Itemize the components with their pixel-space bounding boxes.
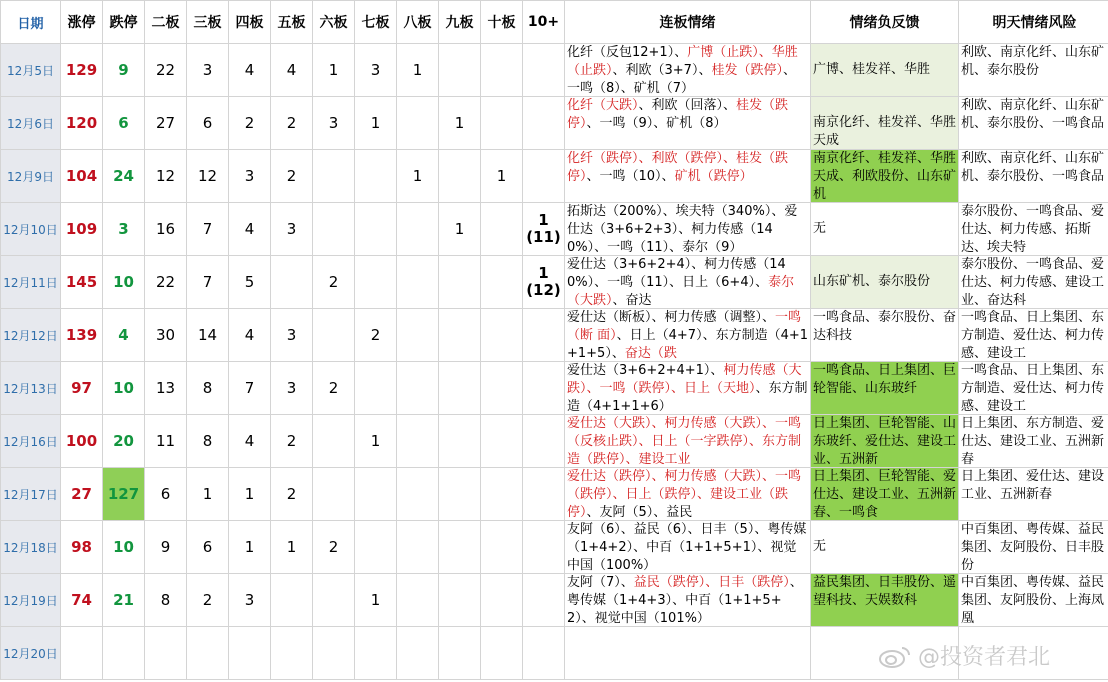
header-risk: 明天情绪风险 [959,1,1108,44]
streak-segment: 拓斯达（200%）、埃夫特（340%）、爱仕达（3+6+2+3）、柯力传感（140%）、一鸣（11）、泰尔（9） [567,204,798,255]
b3-cell: 8 [187,415,229,468]
b9-cell: 1 [439,97,481,150]
b8-cell [397,521,439,574]
b7-cell [355,521,397,574]
date-cell: 12月20日 [1,627,61,680]
b4-cell: 4 [229,415,271,468]
b10-cell [481,203,523,256]
risk-cell [959,44,1108,97]
b5-cell: 2 [271,97,313,150]
b10-cell [481,468,523,521]
header-b5: 五板 [271,1,313,44]
streak-segment: 泰尔（大跌） [567,275,795,308]
feedback-cell [811,44,959,97]
feedback-cell [811,309,959,362]
b2-cell: 8 [145,574,187,627]
b9-cell [439,256,481,309]
b2-cell: 16 [145,203,187,256]
b8-cell [397,256,439,309]
b10p-cell: 1 (11) [523,203,565,256]
b5-cell: 2 [271,415,313,468]
b6-cell: 2 [313,256,355,309]
b10p-cell [523,44,565,97]
risk-text: 利欧、南京化纤、山东矿机、泰尔股份、一鸣食品 [961,151,1105,184]
feedback-cell [811,415,959,468]
limit-down-cell: 21 [103,574,145,627]
header-b2: 二板 [145,1,187,44]
b4-cell: 4 [229,44,271,97]
streak-segment: 化纤（跌停）、利欧（跌停）、桂发（跌停） [567,151,789,184]
b5-cell [271,627,313,680]
b7-cell [355,627,397,680]
b3-cell: 1 [187,468,229,521]
b8-cell [397,97,439,150]
b3-cell: 2 [187,574,229,627]
date-cell: 12月10日 [1,203,61,256]
limit-up-cell: 109 [61,203,103,256]
b6-cell: 3 [313,97,355,150]
date-cell: 12月13日 [1,362,61,415]
b4-cell: 1 [229,468,271,521]
table-row [1,362,1108,415]
b8-cell [397,203,439,256]
limit-up-cell: 98 [61,521,103,574]
b2-cell: 6 [145,468,187,521]
streak-segment: 化纤（反包12+1）、 [567,45,688,60]
table-row [1,203,1108,256]
b10p-cell: 1 (12) [523,256,565,309]
date-cell: 12月18日 [1,521,61,574]
header-b8: 八板 [397,1,439,44]
b10-cell [481,415,523,468]
date-cell: 12月11日 [1,256,61,309]
streak-text [567,574,808,626]
risk-text: 一鸣食品、日上集团、东方制造、爱仕达、柯力传感、建设工 [961,363,1105,414]
limit-down-cell: 4 [103,309,145,362]
limit-up-cell: 27 [61,468,103,521]
streak-segment: 爱仕达（3+6+2+4）、柯力传感（140%）、一鸣（11）、日上（6+4）、 [567,257,786,290]
b10p-cell [523,627,565,680]
b5-cell: 1 [271,521,313,574]
risk-text: 一鸣食品、日上集团、东方制造、爱仕达、柯力传感、建设工 [961,310,1105,361]
b9-cell [439,44,481,97]
b4-cell [229,627,271,680]
streak-segment: 、利欧（3+7）、 [612,63,712,78]
b8-cell [397,468,439,521]
streak-text [567,362,808,414]
risk-text: 日上集团、东方制造、爱仕达、建设工业、五洲新春 [961,416,1105,467]
b7-cell: 1 [355,415,397,468]
limit-up-cell: 100 [61,415,103,468]
b6-cell [313,150,355,203]
streak-segment: 友阿（7）、 [567,575,634,590]
streak-segment: 、一鸣（10）、 [586,169,675,184]
b6-cell: 1 [313,44,355,97]
b2-cell: 30 [145,309,187,362]
b10p-cell [523,521,565,574]
date-cell: 12月6日 [1,97,61,150]
b9-cell: 1 [439,203,481,256]
feedback-cell [811,256,959,309]
header-streak: 连板情绪 [565,1,811,44]
header-b3: 三板 [187,1,229,44]
risk-cell [959,203,1108,256]
risk-text [961,627,1108,679]
limit-up-cell: 104 [61,150,103,203]
risk-text: 中百集团、粤传媒、益民集团、友阿股份、日丰股份 [961,522,1105,573]
b9-cell [439,627,481,680]
risk-cell [959,415,1108,468]
b7-cell [355,256,397,309]
table-row [1,309,1108,362]
b6-cell [313,415,355,468]
b9-cell [439,309,481,362]
b10-cell [481,256,523,309]
b3-cell: 3 [187,44,229,97]
feedback-cell [811,97,959,150]
b2-cell: 22 [145,256,187,309]
table-row [1,415,1108,468]
table-row [1,150,1108,203]
header-b4: 四板 [229,1,271,44]
b5-cell: 2 [271,150,313,203]
streak-cell [565,256,811,309]
b10p-cell [523,150,565,203]
b5-cell: 3 [271,309,313,362]
table-row [1,97,1108,150]
table-row [1,574,1108,627]
date-cell: 12月9日 [1,150,61,203]
b3-cell: 7 [187,203,229,256]
feedback-text: 益民集团、日丰股份、遥望科技、天娱数科 [813,575,956,608]
b10-cell [481,309,523,362]
risk-text: 利欧、南京化纤、山东矿机、泰尔股份 [961,45,1105,78]
streak-segment: 、一鸣（8）、矿机（7） [567,63,796,96]
streak-segment: 桂发（跌停） [567,98,789,131]
limit-up-cell: 145 [61,256,103,309]
risk-text: 日上集团、爱仕达、建设工业、五洲新春 [961,469,1105,502]
feedback-text: 山东矿机、泰尔股份 [813,274,931,289]
streak-segment: 爱仕达（跌停）、柯力传感（大跌）、一鸣（跌停）、日上（跌停）、建设工业（跌停） [567,469,802,520]
feedback-text [813,627,956,679]
limit-up-cell: 74 [61,574,103,627]
b8-cell [397,574,439,627]
header-b6: 六板 [313,1,355,44]
streak-text [567,309,808,361]
streak-text [567,203,808,255]
limit-down-cell: 9 [103,44,145,97]
streak-cell [565,362,811,415]
limit-up-cell: 129 [61,44,103,97]
b10-cell [481,574,523,627]
b2-cell: 13 [145,362,187,415]
b6-cell [313,468,355,521]
b3-cell [187,627,229,680]
risk-cell [959,362,1108,415]
risk-text: 泰尔股份、一鸣食品、爱仕达、柯力传感、建设工业、奋达科 [961,257,1105,308]
feedback-text: 无 [813,539,827,554]
streak-cell [565,415,811,468]
b4-cell: 5 [229,256,271,309]
b9-cell [439,362,481,415]
risk-cell [959,309,1108,362]
b3-cell: 6 [187,521,229,574]
streak-text [567,415,808,467]
risk-text: 中百集团、粤传媒、益民集团、友阿股份、上海凤凰 [961,575,1105,626]
b3-cell: 14 [187,309,229,362]
b7-cell: 1 [355,574,397,627]
watermark-text: @投资者君北 [918,645,1051,670]
streak-text [567,521,808,573]
streak-segment: 柯力传感（大跌）、一鸣（跌停）、日上（天地） [567,363,802,396]
limit-down-cell: 3 [103,203,145,256]
b2-cell: 11 [145,415,187,468]
b10-cell [481,44,523,97]
b8-cell [397,362,439,415]
b5-cell [271,256,313,309]
table-row [1,44,1108,97]
limit-up-cell: 139 [61,309,103,362]
limit-up-cell: 120 [61,97,103,150]
streak-text [567,44,808,96]
risk-cell [959,468,1108,521]
streak-cell [565,468,811,521]
b9-cell [439,150,481,203]
b8-cell: 1 [397,150,439,203]
feedback-text: 日上集团、巨轮智能、爱仕达、建设工业、五洲新春、一鸣食 [813,469,956,520]
streak-segment: 化纤（大跌） [567,98,639,113]
date-cell: 12月17日 [1,468,61,521]
header-limit-up: 涨停 [61,1,103,44]
b10p-cell [523,309,565,362]
feedback-cell [811,150,959,203]
b10-cell [481,362,523,415]
b10-cell: 1 [481,150,523,203]
streak-text [567,256,808,308]
b7-cell [355,150,397,203]
date-cell: 12月5日 [1,44,61,97]
header-b10: 十板 [481,1,523,44]
b6-cell: 2 [313,362,355,415]
streak-cell [565,574,811,627]
b10p-cell [523,415,565,468]
b4-cell: 7 [229,362,271,415]
b6-cell: 2 [313,521,355,574]
streak-text [567,627,808,679]
b9-cell [439,415,481,468]
streak-segment: 奋达（跌 [624,346,677,361]
feedback-cell [811,521,959,574]
b2-cell: 22 [145,44,187,97]
b7-cell: 3 [355,44,397,97]
b9-cell [439,468,481,521]
streak-text [567,150,808,202]
limit-up-cell: 97 [61,362,103,415]
feedback-text: 无 [813,221,827,236]
b5-cell: 4 [271,44,313,97]
table-row [1,256,1108,309]
limit-down-cell: 20 [103,415,145,468]
b3-cell: 6 [187,97,229,150]
feedback-cell [811,574,959,627]
header-row [1,1,1108,44]
header-b7: 七板 [355,1,397,44]
b9-cell [439,521,481,574]
streak-segment: 、日上（4+7）、东方制造（4+1+1+5）、 [567,328,808,361]
b10-cell [481,627,523,680]
risk-cell [959,574,1108,627]
b4-cell: 4 [229,309,271,362]
feedback-text: 一鸣食品、泰尔股份、奋达科技 [813,310,956,343]
streak-segment: 爱仕达（3+6+2+4+1）、 [567,363,724,378]
feedback-cell [811,362,959,415]
feedback-text: 南京化纤、桂发祥、华胜天成 [813,115,956,148]
b6-cell [313,627,355,680]
b8-cell [397,627,439,680]
header-date: 日期 [1,1,61,44]
b6-cell [313,309,355,362]
b6-cell [313,574,355,627]
b5-cell: 2 [271,468,313,521]
b6-cell [313,203,355,256]
streak-segment: 爱仕达（大跌）、柯力传感（大跌）、一鸣（反核止跌）、日上（一字跌停）、东方制造（跌停）、建设工业 [567,416,802,467]
table-body [1,44,1108,680]
streak-cell [565,97,811,150]
risk-text: 泰尔股份、一鸣食品、爱仕达、柯力传感、拓斯达、埃夫特 [961,204,1105,255]
header-limit-down: 跌停 [103,1,145,44]
b5-cell [271,574,313,627]
b3-cell: 8 [187,362,229,415]
streak-segment: 、一鸣（9）、矿机（8） [586,116,727,131]
streak-segment: 桂发（跌停） [711,63,783,78]
limit-down-cell: 10 [103,256,145,309]
b4-cell: 3 [229,574,271,627]
b10p-cell [523,468,565,521]
table-row [1,521,1108,574]
b8-cell [397,415,439,468]
streak-cell [565,309,811,362]
table-row [1,627,1108,680]
streak-segment: 、友阿（5）、益民 [586,505,693,520]
feedback-text: 广博、桂发祥、华胜 [813,62,931,77]
streak-segment: 、利欧（回落）、 [638,98,737,113]
b10p-cell [523,362,565,415]
b4-cell: 1 [229,521,271,574]
b5-cell: 3 [271,362,313,415]
risk-cell [959,150,1108,203]
b10-cell [481,97,523,150]
streak-segment: 爱仕达（断板）、柯力传感（调整）、 [567,310,776,325]
b2-cell [145,627,187,680]
feedback-text: 日上集团、巨轮智能、山东玻纤、爱仕达、建设工业、五洲新 [813,416,956,467]
streak-text [567,468,808,520]
feedback-cell [811,627,959,680]
b7-cell [355,203,397,256]
streak-segment: 友阿（6）、益民（6）、日丰（5）、粤传媒（1+4+2）、中百（1+1+5+1）、视觉中国（100%） [567,522,807,573]
b3-cell: 12 [187,150,229,203]
streak-segment: 、奋达 [612,293,652,308]
date-cell: 12月12日 [1,309,61,362]
limit-down-cell: 24 [103,150,145,203]
limit-down-cell [103,627,145,680]
streak-segment: 、粤传媒（1+4+3）、中百（1+1+5+2）、视觉中国（101%） [567,575,803,626]
risk-cell [959,256,1108,309]
b2-cell: 12 [145,150,187,203]
streak-segment: 一鸣（断 面） [567,310,802,343]
risk-cell [959,521,1108,574]
b7-cell: 1 [355,97,397,150]
b9-cell [439,574,481,627]
streak-text [567,97,808,149]
b10-cell [481,521,523,574]
header-b10plus: 10+ [523,1,565,44]
streak-segment: 、东方制造（4+1+1+6） [567,381,808,414]
streak-cell [565,521,811,574]
streak-cell [565,150,811,203]
b7-cell [355,362,397,415]
streak-cell [565,627,811,680]
feedback-text: 南京化纤、桂发祥、华胜天成、利欧股份、山东矿机 [813,151,956,202]
b8-cell [397,309,439,362]
limit-down-cell: 6 [103,97,145,150]
header-b9: 九板 [439,1,481,44]
table-row [1,468,1108,521]
streak-segment: 益民（跌停）、日丰（跌停） [633,575,790,590]
b7-cell: 2 [355,309,397,362]
streak-segment: 矿机（跌停） [674,169,753,184]
feedback-text: 一鸣食品、日上集团、巨轮智能、山东玻纤 [813,363,956,396]
risk-text: 利欧、南京化纤、山东矿机、泰尔股份、一鸣食品 [961,98,1105,131]
limit-down-cell: 127 [103,468,145,521]
b4-cell: 4 [229,203,271,256]
streak-cell [565,44,811,97]
limit-down-cell: 10 [103,362,145,415]
feedback-cell [811,203,959,256]
b8-cell: 1 [397,44,439,97]
b3-cell: 7 [187,256,229,309]
b5-cell: 3 [271,203,313,256]
date-cell: 12月16日 [1,415,61,468]
risk-cell [959,627,1108,680]
date-cell: 12月19日 [1,574,61,627]
risk-cell [959,97,1108,150]
b10p-cell [523,97,565,150]
b10p-cell [523,574,565,627]
b2-cell: 9 [145,521,187,574]
limit-down-cell: 10 [103,521,145,574]
feedback-cell [811,468,959,521]
b2-cell: 27 [145,97,187,150]
b7-cell [355,468,397,521]
streak-segment: 广博（止跌）、华胜（止跌） [567,45,798,78]
streak-cell [565,203,811,256]
header-feedback: 情绪负反馈 [811,1,959,44]
b4-cell: 3 [229,150,271,203]
limit-up-cell [61,627,103,680]
b4-cell: 2 [229,97,271,150]
